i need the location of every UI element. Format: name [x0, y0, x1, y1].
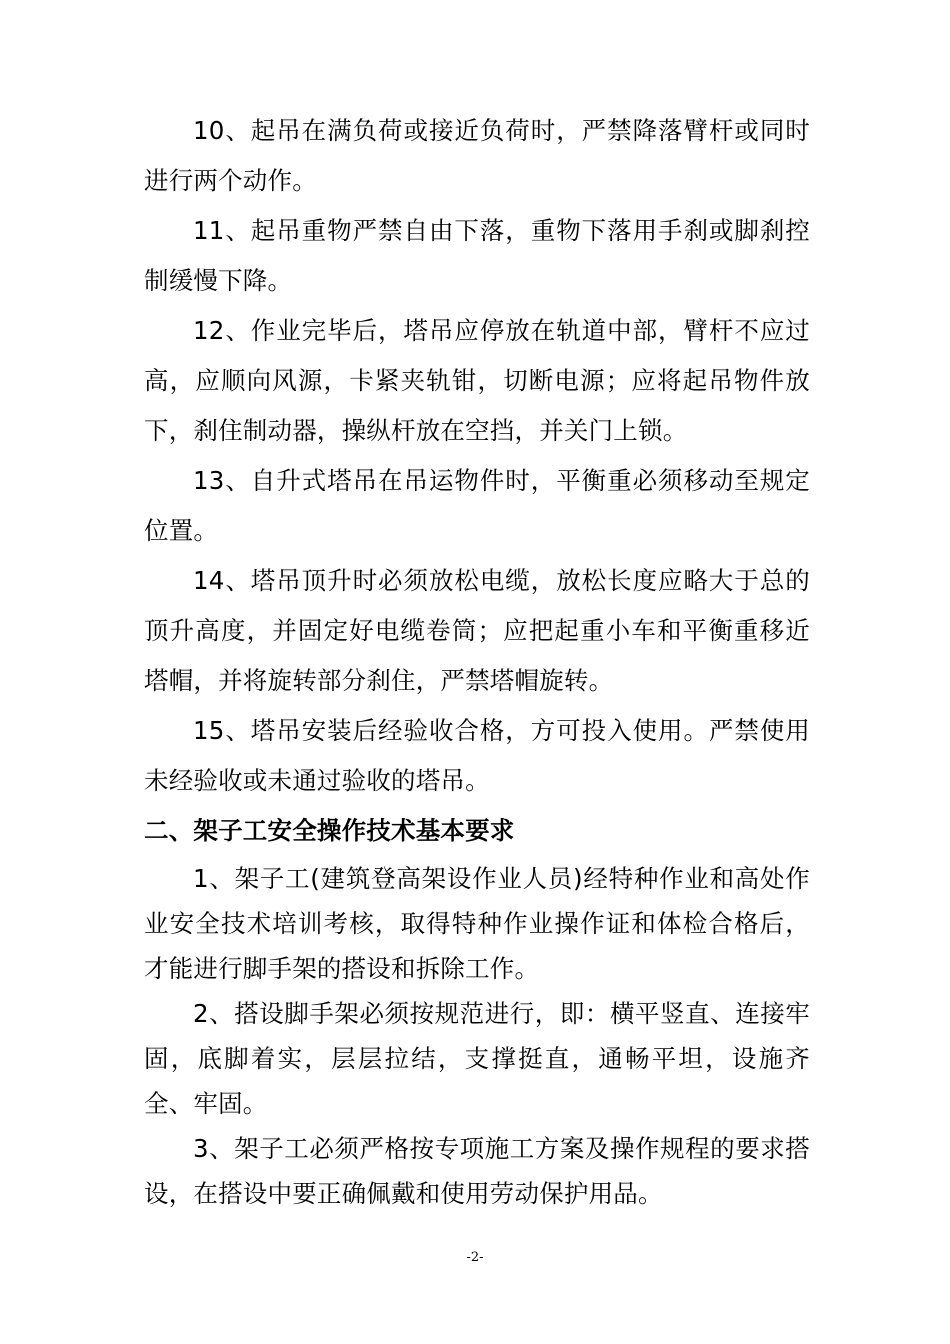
paragraph-item-1: 1、架子工(建筑登高架设作业人员)经特种作业和高处作业安全技术培训考核，取得特种作业操作证和体检合格后，才能进行脚手架的搭设和拆除工作。: [144, 864, 810, 983]
section-heading: 二、架子工安全操作技术基本要求: [144, 816, 515, 845]
paragraph-item-12: 12、作业完毕后，塔吊应停放在轨道中部，臂杆不应过高，应顺向风源，卡紧夹轨钳，切断电源；应将起吊物件放下，刹住制动器，操纵杆放在空挡，并关门上锁。: [144, 316, 810, 445]
paragraph-item-13: 13、自升式塔吊在吊运物件时，平衡重必须移动至规定位置。: [144, 466, 810, 545]
paragraph-item-14: 14、塔吊顶升时必须放松电缆，放松长度应略大于总的顶升高度，并固定好电缆卷筒；应把起重小车和平衡重移近塔帽，并将旋转部分刹住，严禁塔帽旋转。: [144, 566, 810, 695]
page-number: -2-: [466, 1250, 484, 1265]
paragraph-item-11: 11、起吊重物严禁自由下落，重物下落用手刹或脚刹控制缓慢下降。: [144, 216, 810, 295]
paragraph-item-10: 10、起吊在满负荷或接近负荷时，严禁降落臂杆或同时进行两个动作。: [144, 116, 810, 195]
paragraph-item-15: 15、塔吊安装后经验收合格，方可投入使用。严禁使用未经验收或未通过验收的塔吊。: [144, 716, 810, 795]
paragraph-item-2: 2、搭设脚手架必须按规范进行，即：横平竖直、连接牢固，底脚着实，层层拉结，支撑挺直，通畅平坦，设施齐全、牢固。: [144, 999, 810, 1118]
paragraph-item-3: 3、架子工必须严格按专项施工方案及操作规程的要求搭设，在搭设中要正确佩戴和使用劳动保护用品。: [144, 1134, 810, 1208]
document-body: [144, 106, 810, 1216]
